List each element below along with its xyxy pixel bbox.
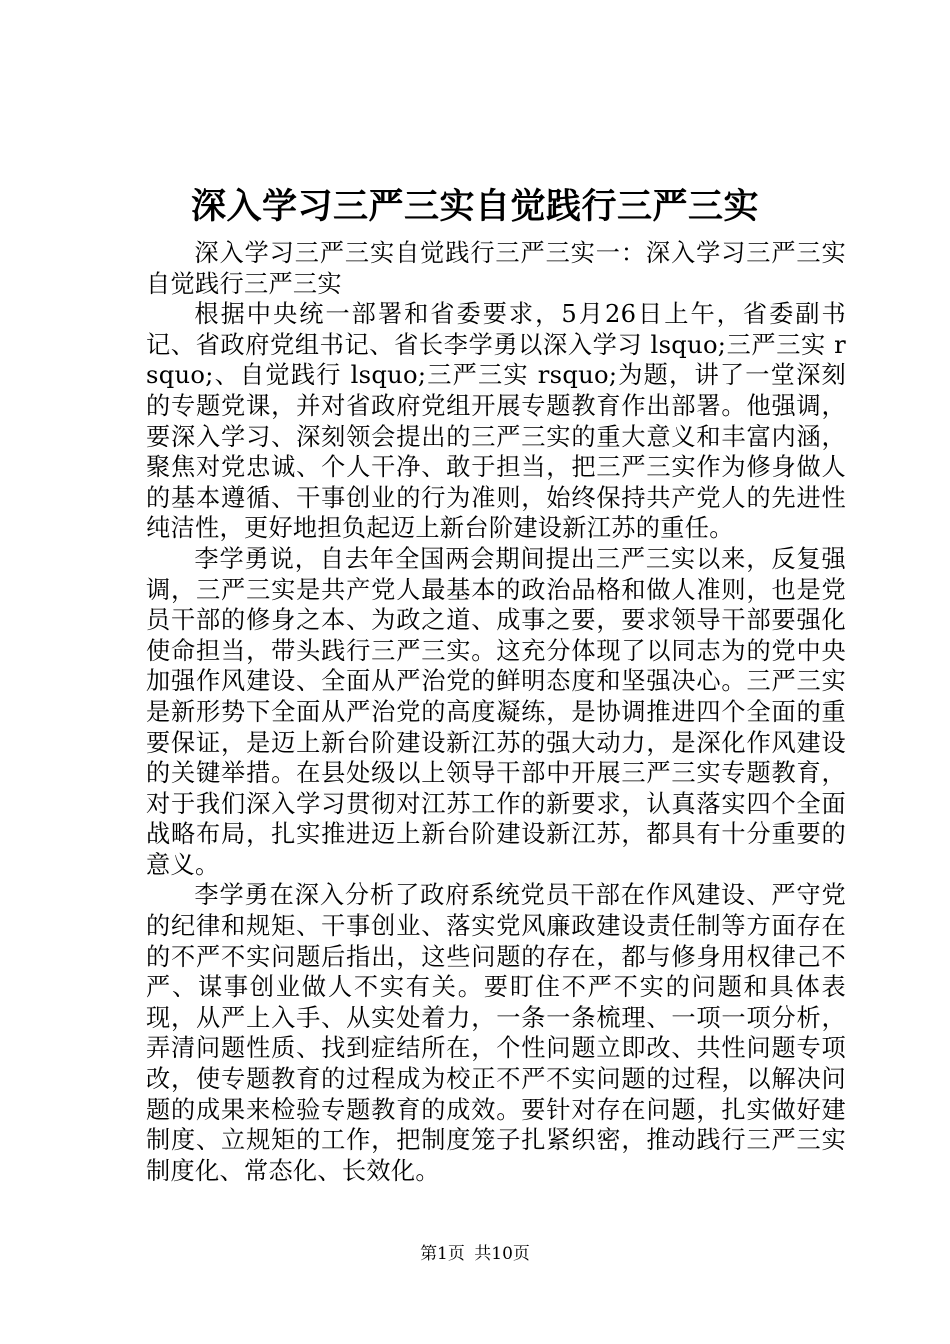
paragraph-1: 深入学习三严三实自觉践行三严三实一：深入学习三严三实自觉践行三严三实 xyxy=(146,239,846,298)
paragraph-2: 根据中央统一部署和省委要求，5月26日上午，省委副书记、省政府党组书记、省长李学勇以深入学习 lsquo;三严三实 rsquo;、自觉践行 lsquo;三严三实 rsquo;为题，讲了一堂深刻的专题党课，并对省政府党组开展专题教育作出部署。他强调，要深入学习、深刻领会提出的三严三实的重大意义和丰富内涵，聚焦对党忠诚、个人干净、敢于担当，把三严三实作为修身做人的基本遵循、干事创业的行为准则，始终保持共产党人的先进性纯洁性，更好地担负起迈上新台阶建设新江苏的重任。 xyxy=(146,300,846,543)
page-footer: 第1页 共10页 xyxy=(420,1244,530,1264)
paragraph-4: 李学勇在深入分析了政府系统党员干部在作风建设、严守党的纪律和规矩、干事创业、落实党风廉政建设责任制等方面存在的不严不实问题后指出，这些问题的存在，都与修身用权律己不严、谋事创业做人不实有关。要盯住不严不实的问题和具体表现，从严上入手、从实处着力，一条一条梳理、一项一项分析，弄清问题性质、找到症结所在，个性问题立即改、共性问题专项改，使专题教育的过程成为校正不严不实问题的过程，以解决问题的成果来检验专题教育的成效。要针对存在问题，扎实做好建制度、立规矩的工作，把制度笼子扎紧织密，推动践行三严三实制度化、常态化、长效化。 xyxy=(146,881,846,1185)
document-body xyxy=(146,238,846,1186)
document-title: 深入学习三严三实自觉践行三严三实 xyxy=(190,186,759,227)
paragraph-3: 李学勇说，自去年全国两会期间提出三严三实以来，反复强调，三严三实是共产党人最基本的政治品格和做人准则，也是党员干部的修身之本、为政之道、成事之要，要求领导干部要强化使命担当，带头践行三严三实。这充分体现了以同志为的党中央加强作风建设、全面从严治党的鲜明态度和坚强决心。三严三实是新形势下全面从严治党的高度凝练，是协调推进四个全面的重要保证，是迈上新台阶建设新江苏的强大动力，是深化作风建设的关键举措。在县处级以上领导干部中开展三严三实专题教育，对于我们深入学习贯彻对江苏工作的新要求，认真落实四个全面战略布局，扎实推进迈上新台阶建设新江苏，都具有十分重要的意义。 xyxy=(146,544,846,879)
